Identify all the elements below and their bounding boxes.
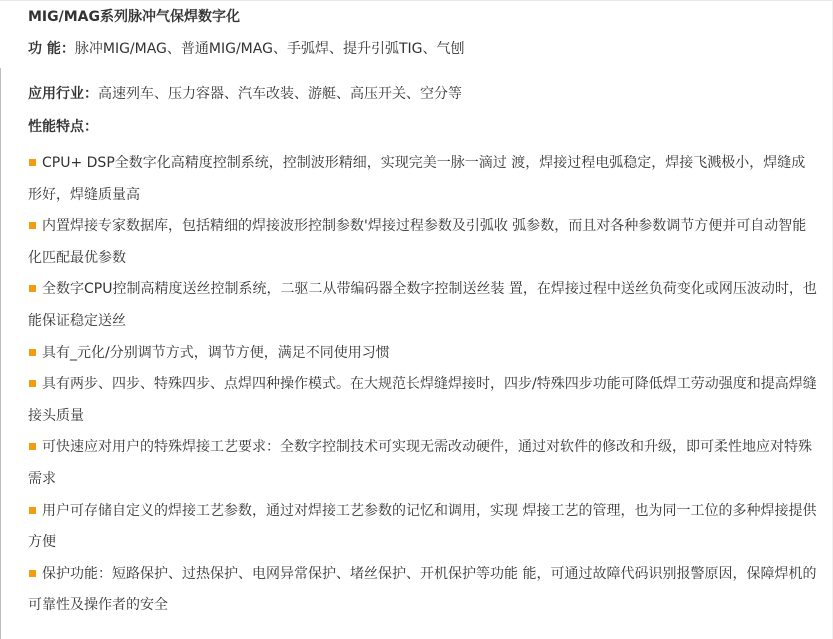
feature-item <box>28 496 818 559</box>
function-label: 功 能： <box>28 41 75 57</box>
feature-item <box>28 432 818 495</box>
bullet-square-icon <box>29 222 36 229</box>
feature-item <box>28 338 818 370</box>
left-border <box>0 68 1 639</box>
top-border <box>0 0 833 1</box>
bullet-square-icon <box>29 349 36 356</box>
feature-item <box>28 211 818 274</box>
industry-row <box>28 83 462 105</box>
bullet-square-icon <box>29 570 36 577</box>
feature-item <box>28 369 818 432</box>
bullet-square-icon <box>29 507 36 514</box>
feature-text: 具有两步、四步、特殊四步、点焊四种操作模式。在大规范长焊缝焊接时，四步/特殊四步功能可降低焊工劳动强度和提高焊缝接头质量 <box>28 376 817 424</box>
feature-item <box>28 559 818 622</box>
bullet-square-icon <box>29 380 36 387</box>
bullet-square-icon <box>29 443 36 450</box>
feature-item <box>28 148 818 211</box>
feature-text: 用户可存储自定义的焊接工艺参数，通过对焊接工艺参数的记忆和调用，实现 焊接工艺的管理，也为同一工位的多种焊接提供方便 <box>28 502 817 551</box>
feature-text: 保护功能：短路保护、过热保护、电网异常保护、堵丝保护、开机保护等功能 能，可通过故障代码识别报警原因，保障焊机的可靠性及操作者的安全 <box>28 565 817 614</box>
function-value: 脉冲MIG/MAG、普通MIG/MAG、手弧焊、提升引弧TIG、气刨 <box>74 41 465 57</box>
feature-text: 内置焊接专家数据库，包括精细的焊接波形控制参数'焊接过程参数及引弧收 弧参数，而且对各种参数调节方便并可自动智能化匹配最优参数 <box>28 218 807 266</box>
feature-text: 可快速应对用户的特殊焊接工艺要求：全数字控制技术可实现无需改动硬件，通过对软件的修改和升级，即可柔性地应对特殊需求 <box>28 439 812 487</box>
industry-value: 高速列车、压力容器、汽车改装、游艇、高压开关、空分等 <box>98 86 462 102</box>
features-heading: 性能特点： <box>28 119 98 135</box>
product-title: MIG/MAG系列脉冲气保焊数字化 <box>28 9 241 25</box>
industry-label: 应用行业： <box>28 86 98 102</box>
feature-item <box>28 274 818 337</box>
feature-text: 具有_元化/分别调节方式，调节方便，满足不同使用习惯 <box>42 344 390 361</box>
bullet-square-icon <box>29 285 36 292</box>
feature-text: CPU+ DSP全数字化高精度控制系统，控制波形精细，实现完美一脉一滴过 渡，焊接过程电弧稳定，焊接飞溅极小，焊缝成形好，焊缝质量高 <box>28 155 806 203</box>
feature-list <box>28 148 818 622</box>
bullet-square-icon <box>29 159 36 166</box>
function-row <box>28 38 464 60</box>
feature-text: 全数字CPU控制高精度送丝控制系统，二驱二从带编码器全数字控制送丝装 置，在焊接过程中送丝负荷变化或网压波动时，也能保证稳定送丝 <box>28 281 817 329</box>
